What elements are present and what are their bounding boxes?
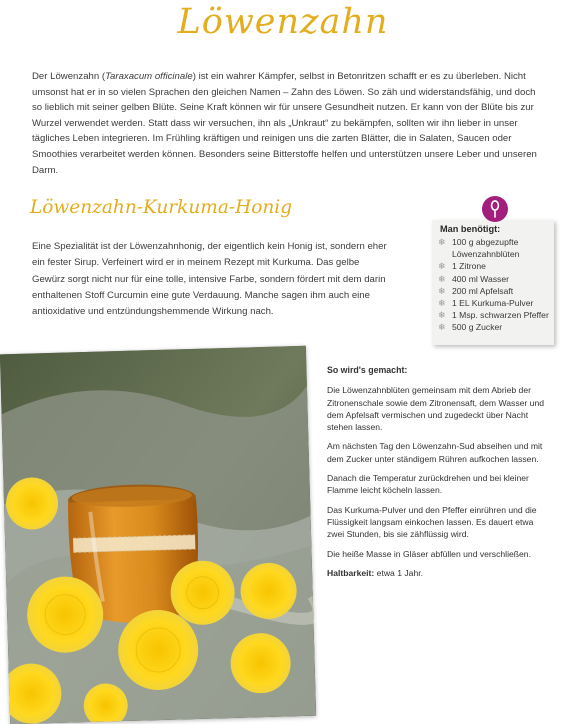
snowflake-icon: ❄	[438, 322, 446, 333]
snowflake-icon: ❄	[438, 237, 446, 247]
instructions-title: So wird's gemacht:	[327, 365, 408, 375]
snowflake-icon: ❄	[438, 310, 446, 321]
ingredient-item: ❄ 200 ml Apfelsaft	[438, 285, 514, 296]
ingredients-box	[432, 220, 554, 345]
ingredient-item: ❄ 1 EL Kurkuma-Pulver	[438, 298, 534, 309]
intro-paragraph	[32, 69, 538, 178]
intro-text-a: Der Löwenzahn (	[32, 71, 106, 82]
ingredient-item: ❄ 1 Zitrone	[438, 261, 486, 272]
instruction-step: Die Löwenzahnblüten gemeinsam mit dem Abrieb der Zitronenschale sowie dem Zitronensaft, dem Wasser und dem Apfelsaft vermischen und zugedeckt über Nacht stehen lassen.	[327, 385, 545, 433]
recipe-title: Löwenzahn-Kurkuma-Honig	[30, 197, 293, 218]
shelf-life-value: etwa 1 Jahr.	[374, 567, 424, 578]
intro-text-b: ) ist ein wahrer Kämpfer, selbst in Betonritzen schafft er es zu überleben. Nicht umsonst hat er in so vielen Sprachen den gleichen Namen – Zahn des Löwen. So zäh und widerstandsfähig, und doch so lieblich mit seiner gelben Blüte. Seine Kraft können wir für unsere Gesundheit nutzen. Er kann von der Blüte bis zur Wurzel verwendet werden. Statt dass wir versuchen, ihn als „Unkraut“ zu bekämpfen, sollten wir ihn lieber in unser tägliches Leben integrieren. Im Frühling kräftigen und reinigen uns die zarten Blätter, die in Salaten, Saucen oder Smoothies verarbeitet werden können. Besonders seine Bitterstoffe helfen und unterstützen unsere Leber und unseren Darm.	[32, 71, 537, 176]
ingredients-list	[438, 236, 554, 334]
instruction-step: Am nächsten Tag den Löwenzahn-Sud abseihen und mit dem Zucker unter ständigem Rühren aufkochen lassen.	[327, 441, 543, 464]
instruction-step: Das Kurkuma-Pulver und den Pfeffer einrühren und die Flüssigkeit langsam einkochen lassen. Es dauert etwa zwei Stunden, bis sie zähflüssig wird.	[327, 504, 537, 540]
snowflake-icon: ❄	[438, 298, 446, 309]
shelf-life-label: Haltbarkeit:	[327, 567, 375, 578]
ingredient-item: ❄ 100 g abgezupfte Löwenzahnblüten	[438, 237, 520, 260]
page-title: Löwenzahn	[177, 2, 389, 42]
ingredients-title: Man benötigt:	[440, 224, 501, 234]
honey-jar-photo	[0, 346, 316, 724]
ingredient-item: ❄ 1 Msp. schwarzen Pfeffer	[438, 310, 549, 321]
instructions-panel	[327, 364, 547, 586]
spoon-icon-badge	[482, 196, 508, 222]
snowflake-icon: ❄	[438, 285, 446, 296]
recipe-description: Eine Spezialität ist der Löwenzahnhonig, der eigentlich kein Honig ist, sondern eher ein fester Sirup. Verfeinert wird er in meinem Rezept mit Kurkuma. Das gelbe Gewürz sorgt nicht nur für eine tolle, intensive Farbe, sondern fördert mit dem darin enthaltenen Stoff Curcumin eine gute Verdauung. Manche sagen ihm auch eine antioxidative und entzündungshemmende Wirkung nach.	[32, 241, 387, 318]
instruction-step: Danach die Temperatur zurückdrehen und bei kleiner Flamme leicht köcheln lassen.	[327, 473, 529, 496]
instruction-step: Die heiße Masse in Gläser abfüllen und verschließen.	[327, 548, 531, 559]
snowflake-icon: ❄	[438, 261, 446, 272]
ingredient-item: ❄ 500 g Zucker	[438, 322, 503, 333]
shelf-life	[327, 567, 547, 579]
snowflake-icon: ❄	[438, 273, 446, 284]
ingredient-item: ❄ 400 ml Wasser	[438, 273, 509, 284]
spoon-icon	[487, 200, 503, 218]
latin-name: Taraxacum officinale	[105, 71, 193, 82]
